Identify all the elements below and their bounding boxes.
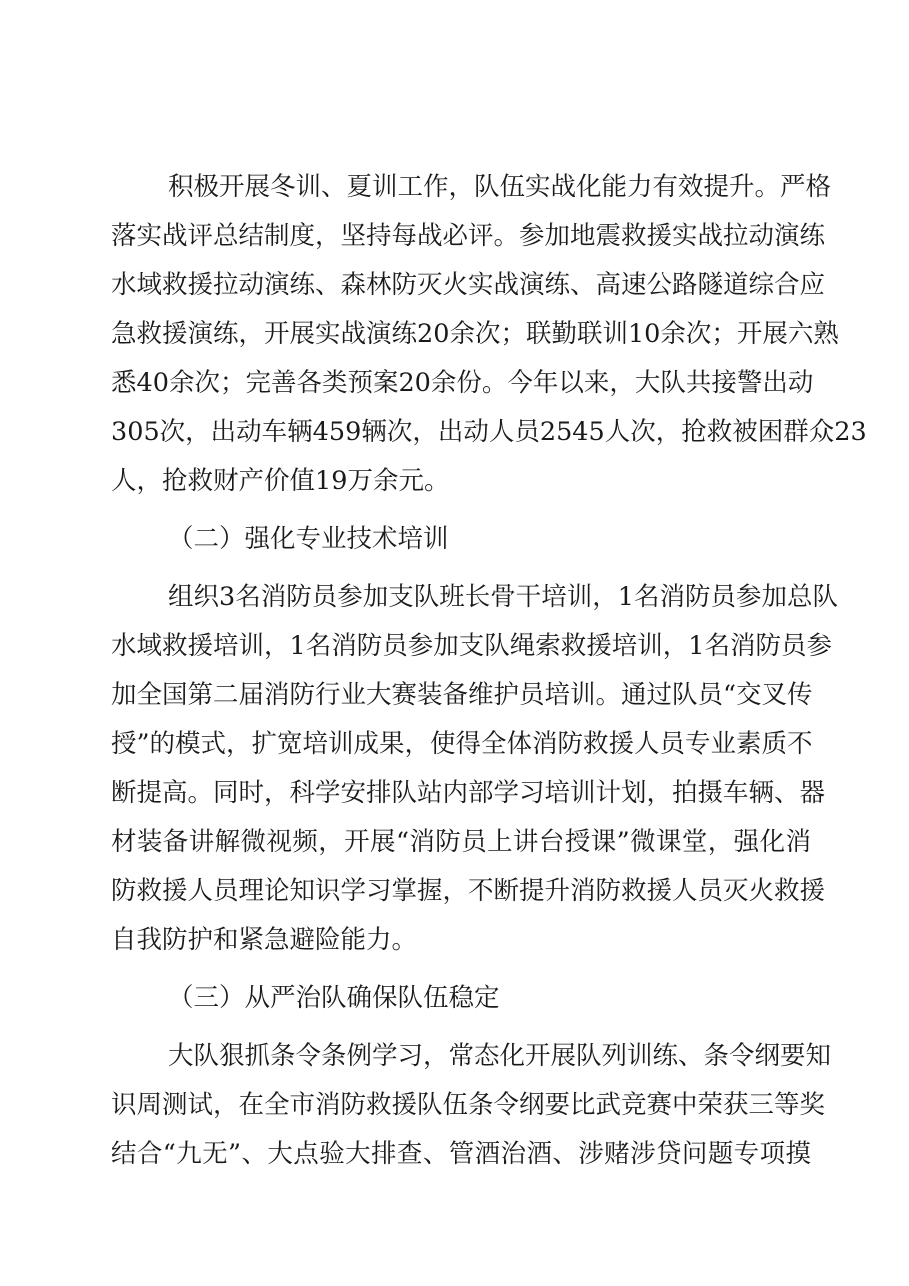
text-line: 305次，出动车辆459辆次，出动人员2545人次，抢救被困群众23 <box>111 417 867 447</box>
text-line: 急救援演练，开展实战演练20余次；联勤联训10余次；开展六熟 <box>111 319 839 349</box>
text-line: 加全国第二届消防行业大赛装备维护员培训。通过队员“交叉传 <box>111 680 813 710</box>
text-line: 悉40余次；完善各类预案20余份。今年以来，大队共接警出动 <box>111 368 814 398</box>
text-line: 人，抢救财产价值19万余元。 <box>111 466 450 496</box>
section-heading: （二）强化专业技术培训 <box>168 524 449 554</box>
text-line: 断提高。同时，科学安排队站内部学习培训计划，拍摄车辆、器 <box>111 778 826 808</box>
text-line: 水域救援拉动演练、森林防灭火实战演练、高速公路隧道综合应 <box>111 270 826 300</box>
text-line: 积极开展冬训、夏训工作，队伍实战化能力有效提升。严格 <box>168 172 832 202</box>
paragraph-discipline <box>111 1032 832 1179</box>
paragraph-training <box>111 163 867 506</box>
text-line: 组织3名消防员参加支队班长骨干培训，1名消防员参加总队 <box>168 582 838 612</box>
section-heading: （三）从严治队确保队伍稳定 <box>168 983 500 1013</box>
document-body <box>111 163 867 1179</box>
text-line: 授”的模式，扩宽培训成果，使得全体消防救援人员专业素质不 <box>111 729 813 759</box>
text-line: 材装备讲解微视频，开展“消防员上讲台授课”微课堂，强化消 <box>111 827 811 857</box>
text-line: 落实战评总结制度，坚持每战必评。参加地震救援实战拉动演练 <box>111 221 826 251</box>
text-line: 防救援人员理论知识学习掌握，不断提升消防救援人员灭火救援 <box>111 876 826 906</box>
text-line: 结合“九无”、大点验大排查、管酒治酒、涉赌涉贷问题专项摸 <box>111 1139 811 1169</box>
text-line: 大队狠抓条令条例学习，常态化开展队列训练、条令纲要知 <box>168 1041 832 1071</box>
text-line: 水域救援培训，1名消防员参加支队绳索救援培训，1名消防员参 <box>111 631 832 661</box>
paragraph-professional-training <box>111 573 838 965</box>
text-line: 识周测试，在全市消防救援队伍条令纲要比武竞赛中荣获三等奖 <box>111 1090 826 1120</box>
text-line: 自我防护和紧急避险能力。 <box>111 925 418 955</box>
